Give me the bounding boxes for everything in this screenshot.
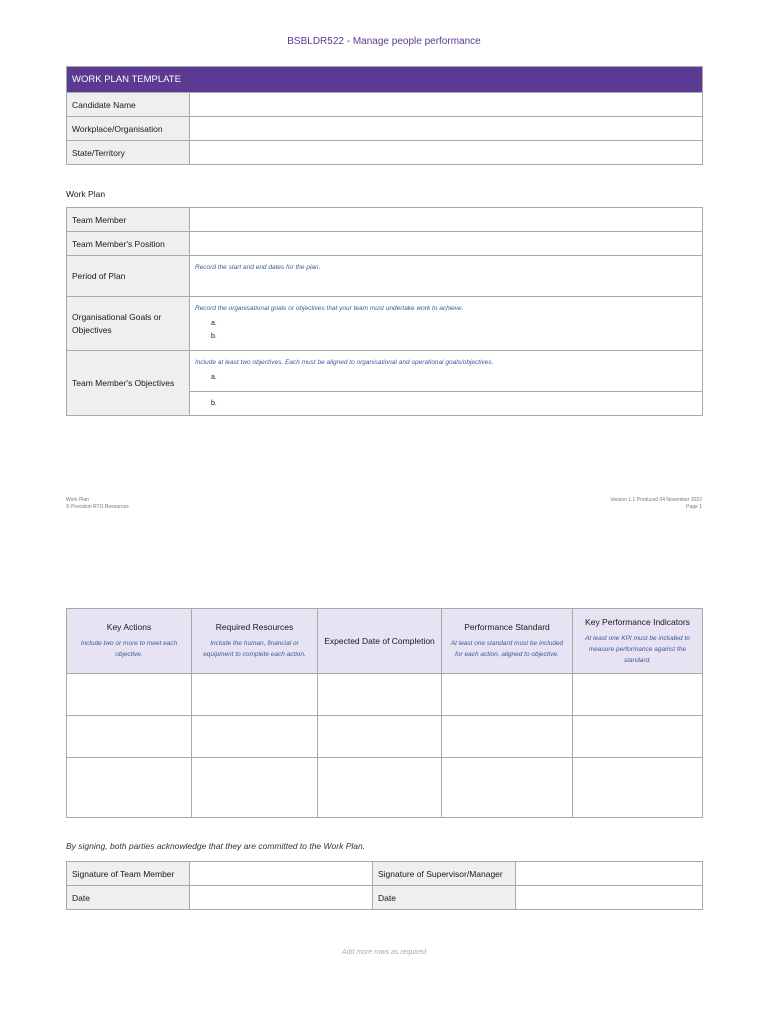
objectives-label: Team Member's Objectives — [67, 351, 190, 416]
position-label: Team Member's Position — [67, 232, 190, 256]
work-plan-table — [66, 207, 703, 416]
team-member-date-field[interactable] — [190, 886, 373, 910]
expected-date-title: Expected Date of Completion — [324, 636, 435, 646]
team-member-date-label: Date — [67, 886, 190, 910]
table-row — [67, 758, 703, 818]
table-cell[interactable] — [442, 758, 573, 818]
kpi-header — [573, 609, 703, 674]
team-member-label: Team Member — [67, 208, 190, 232]
table-row — [67, 674, 703, 716]
performance-standard-header — [442, 609, 573, 674]
org-goal-b: b. — [211, 333, 217, 340]
workplace-label: Workplace/Organisation — [67, 117, 190, 141]
objectives-hint: Include at least two objectives. Each must be aligned to organisational and operational goals/objectives. — [195, 359, 494, 366]
key-actions-table — [66, 608, 703, 818]
table-cell[interactable] — [573, 716, 703, 758]
team-member-field[interactable] — [190, 208, 703, 232]
org-goals-label: Organisational Goals or Objectives — [67, 297, 190, 351]
document-title: BSBLDR522 - Manage people performance — [287, 36, 481, 47]
table-row — [67, 716, 703, 758]
kpi-title: Key Performance Indicators — [585, 616, 690, 627]
org-goals-field[interactable] — [190, 297, 703, 351]
kpi-hint: At least one KPI must be included to measure performance against the standard. — [585, 634, 690, 664]
supervisor-date-field[interactable] — [516, 886, 703, 910]
add-rows-note: Add more rows as required — [341, 949, 427, 956]
work-plan-section-label: Work Plan — [66, 189, 106, 199]
period-field[interactable] — [190, 256, 703, 297]
team-member-signature-field[interactable] — [190, 862, 373, 886]
objective-a: a. — [211, 374, 217, 381]
key-actions-hint: Include two or more to meet each objective. — [80, 640, 178, 658]
supervisor-signature-field[interactable] — [516, 862, 703, 886]
state-label: State/Territory — [67, 141, 190, 165]
table-cell[interactable] — [442, 674, 573, 716]
footer-right — [610, 497, 702, 511]
required-resources-header — [192, 609, 318, 674]
objectives-field-b[interactable] — [190, 392, 703, 416]
candidate-name-label: Candidate Name — [67, 93, 190, 117]
table-cell[interactable] — [318, 674, 442, 716]
footer-copyright: © Precision RTO Resources — [66, 504, 129, 510]
table-cell[interactable] — [192, 674, 318, 716]
table-cell[interactable] — [318, 716, 442, 758]
position-field[interactable] — [190, 232, 703, 256]
table-cell[interactable] — [67, 758, 192, 818]
period-label: Period of Plan — [67, 256, 190, 297]
table-cell[interactable] — [192, 716, 318, 758]
footer-page-number: Page 1 — [686, 504, 702, 510]
team-member-signature-label: Signature of Team Member — [67, 862, 190, 886]
table-cell[interactable] — [573, 674, 703, 716]
org-goal-a: a. — [211, 320, 217, 327]
expected-date-header — [318, 609, 442, 674]
footer-doc-name: Work Plan — [66, 497, 89, 503]
performance-standard-hint: At least one standard must be included for each action, aligned to objective. — [450, 640, 564, 658]
required-resources-hint: Include the human, financial or equipment to complete each action. — [203, 640, 306, 658]
table-cell[interactable] — [442, 716, 573, 758]
org-goals-hint: Record the organisational goals or objectives that your team must undertake work to achieve. — [195, 305, 464, 312]
signing-note: By signing, both parties acknowledge that they are committed to the Work Plan. — [66, 841, 366, 851]
objective-b: b. — [211, 400, 217, 407]
table-cell[interactable] — [573, 758, 703, 818]
table-cell[interactable] — [318, 758, 442, 818]
required-resources-title: Required Resources — [215, 622, 294, 632]
candidate-name-field[interactable] — [190, 93, 703, 117]
footer-left — [66, 497, 129, 511]
supervisor-date-label: Date — [373, 886, 516, 910]
template-heading: WORK PLAN TEMPLATE — [67, 67, 703, 93]
workplace-field[interactable] — [190, 117, 703, 141]
period-hint: Record the start and end dates for the plan. — [195, 264, 321, 271]
state-field[interactable] — [190, 141, 703, 165]
key-actions-header — [67, 609, 192, 674]
key-actions-title: Key Actions — [106, 622, 152, 632]
footer-version: Version 1.1 Produced 04 November 2022 — [610, 497, 702, 503]
supervisor-signature-label: Signature of Supervisor/Manager — [373, 862, 516, 886]
performance-standard-title: Performance Standard — [464, 622, 550, 632]
objectives-field-a[interactable] — [190, 351, 703, 392]
table-cell[interactable] — [192, 758, 318, 818]
signature-table — [66, 861, 703, 910]
table-cell[interactable] — [67, 674, 192, 716]
work-plan-template-table — [66, 66, 703, 165]
table-cell[interactable] — [67, 716, 192, 758]
